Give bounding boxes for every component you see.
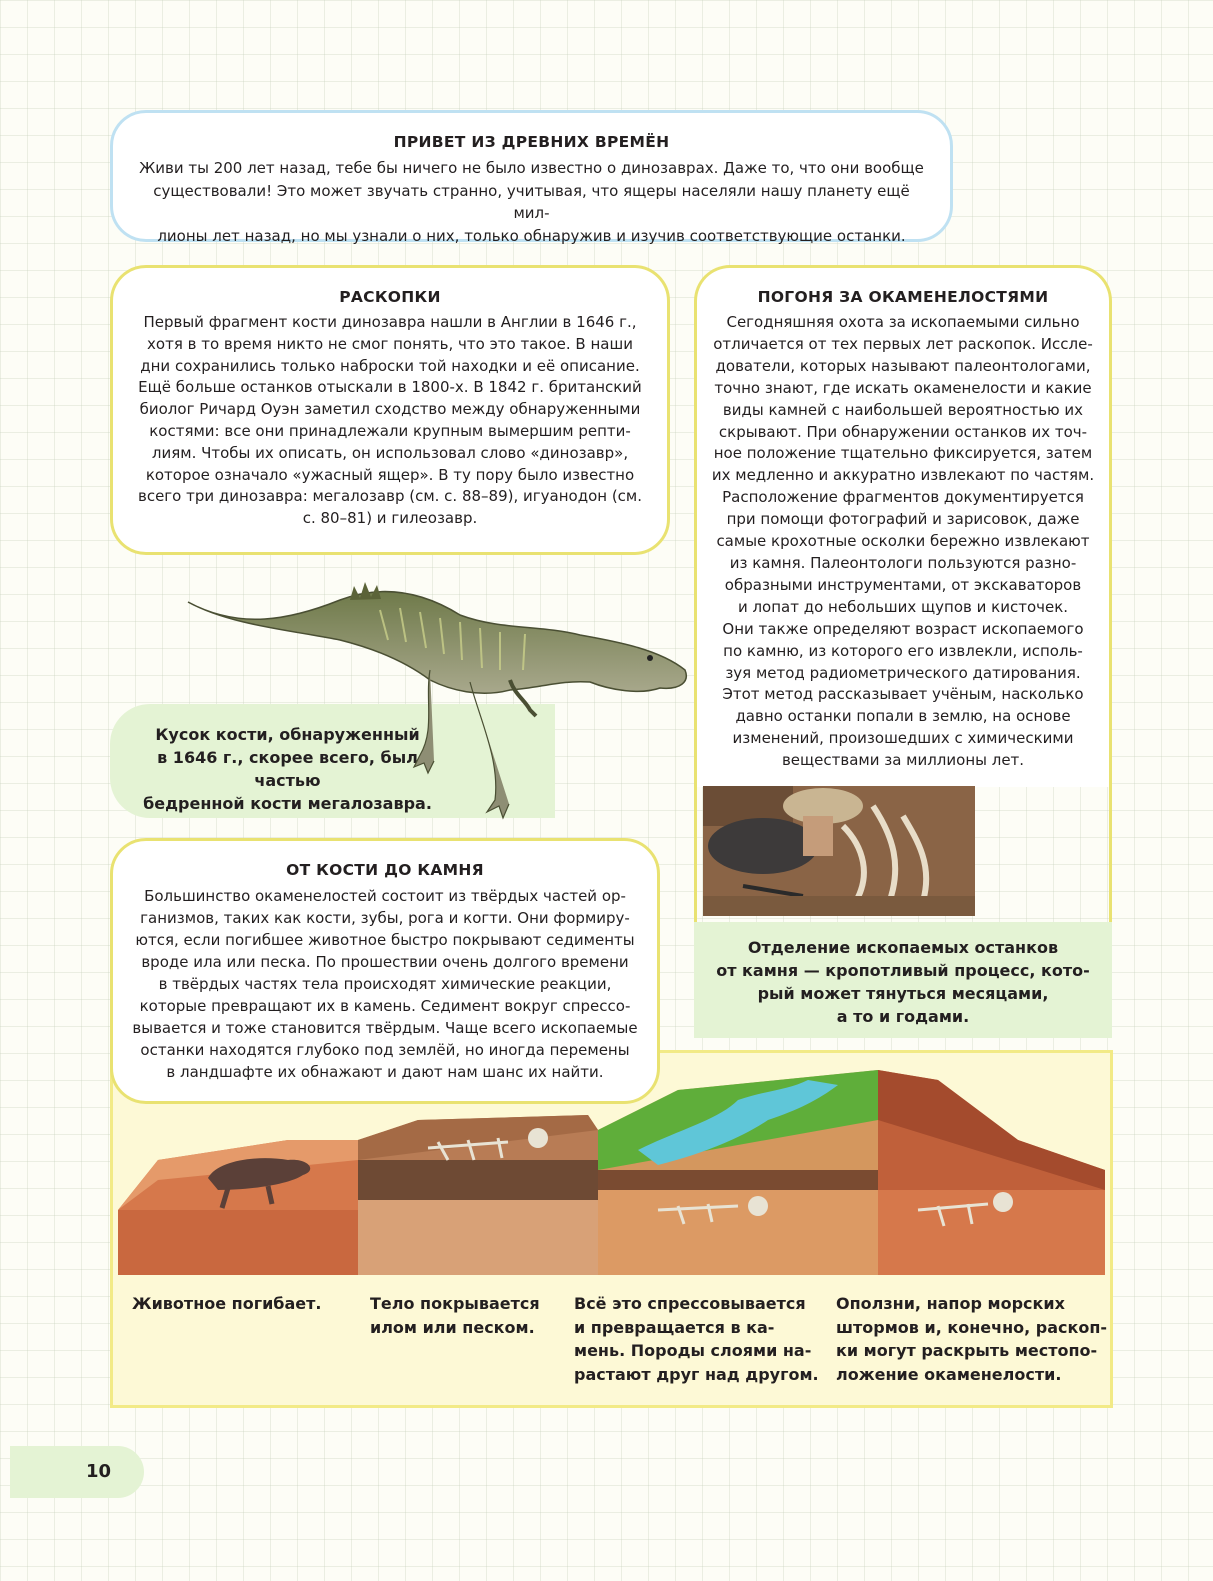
process-step-3: Всё это спрессовывается и превращается в ка- мень. Породы слоями на- растают друг над другом. xyxy=(574,1294,819,1384)
intro-box xyxy=(110,110,953,245)
process-step-2: Тело покрывается илом или песком. xyxy=(370,1294,540,1337)
strata-stage-4 xyxy=(878,1070,1105,1275)
bone-to-stone-title: ОТ КОСТИ ДО КАМНЯ xyxy=(286,861,484,879)
excavation-photo xyxy=(703,786,975,916)
intro-text: Живи ты 200 лет назад, тебе бы ничего не было известно о динозаврах. Даже то, что они вообще существовали! Это может звучать странно, учитывая, что ящеры населяли нашу планету ещё мил- лионы лет назад, но мы узнали о них, только обнаружив и изучив соответствующие останки. xyxy=(139,159,924,245)
megalosaurus-illustration xyxy=(180,570,700,830)
excavations-box xyxy=(110,265,670,555)
strata-stage-3 xyxy=(598,1070,878,1275)
page-number-tab xyxy=(10,1446,144,1498)
strata-stage-1 xyxy=(118,1140,358,1275)
fossil-chase-border-right xyxy=(1109,778,1112,928)
bone-caption: Кусок кости, обнаруженный в 1646 г., скорее всего, был частью бедренной кости мегалозавра. xyxy=(110,704,555,818)
excavations-text: Первый фрагмент кости динозавра нашли в Англии в 1646 г., хотя в то время никто не смог понять, что это такое. В наши дни сохранились только наброски той находки и её описание. Ещё больше останков отыскали в 1800-х. В 1842 г. британский биолог Ричард Оуэн заметил сходство между обнаруженными костями: все они принадлежали крупным вымершим репти- лиям. Чтобы их описать, он использовал слово «динозавр», которое означало «ужасный ящер». В ту пору было известно всего три динозавра: мегалозавр (см. с. 88–89), игуанодон (см. с. 80–81) и гилеозавр. xyxy=(137,313,643,528)
bone-to-stone-text: Большинство окаменелостей состоит из твёрдых частей ор- ганизмов, таких как кости, зубы, рога и когти. Они формиру- ются, если погибшее животное быстро покрывают седименты вроде ила или песка. По прошествии очень долгого времени в твёрдых частях тела происходят химические реакции, которые превращают их в камень. Седимент вокруг спрессо- вывается и тоже становится твёрдым. Чаще всего ископаемые останки находятся глубоко под землёй, но иногда перемены в ландшафте их обнажают и дают нам шанс их найти. xyxy=(132,887,638,1081)
fossil-chase-box xyxy=(694,265,1112,787)
page-number: 10 xyxy=(86,1461,112,1482)
excavations-title: РАСКОПКИ xyxy=(339,288,441,306)
fossil-chase-text: Сегодняшняя охота за ископаемыми сильно отличается от тех первых лет раскопок. Иссле- дователи, которых называют палеонтологами, точно знают, где искать окаменелости и какие виды камней с наибольшей вероятностью их скрывают. При обнаружении останков их точ- ное положение тщательно фиксируется, затем их медленно и аккуратно извлекают по частям. Расположение фрагментов документируется при помощи фотографий и зарисовок, даже самые крохотные осколки бережно извлекают из камня. Палеонтологи пользуются разно- образными инструментами, от экскаваторов и лопат до небольших щупов и кисточек. Они также определяют возраст ископаемого по камню, из которого его извлекли, исполь- зуя метод радиометрического датирования. Этот метод рассказывает учёным, насколько давно останки попали в землю, на основе изменений, произошедших с химическими веществами за миллионы лет. xyxy=(711,313,1095,770)
process-step-1: Животное погибает. xyxy=(132,1294,322,1313)
fossil-chase-border-left xyxy=(694,778,697,928)
photo-caption: Отделение ископаемых останков от камня — кропотливый процесс, кото- рый может тянуться месяцами, а то и годами. xyxy=(694,922,1112,1038)
bone-to-stone-box xyxy=(110,838,660,1104)
fossil-chase-title: ПОГОНЯ ЗА ОКАМЕНЕЛОСТЯМИ xyxy=(757,288,1049,306)
intro-title: ПРИВЕТ ИЗ ДРЕВНИХ ВРЕМЁН xyxy=(393,133,670,151)
strata-stage-2 xyxy=(358,1115,598,1275)
process-step-4: Оползни, напор морских штормов и, конечно, раскоп- ки могут раскрыть местопо- ложение окаменелости. xyxy=(836,1294,1108,1384)
